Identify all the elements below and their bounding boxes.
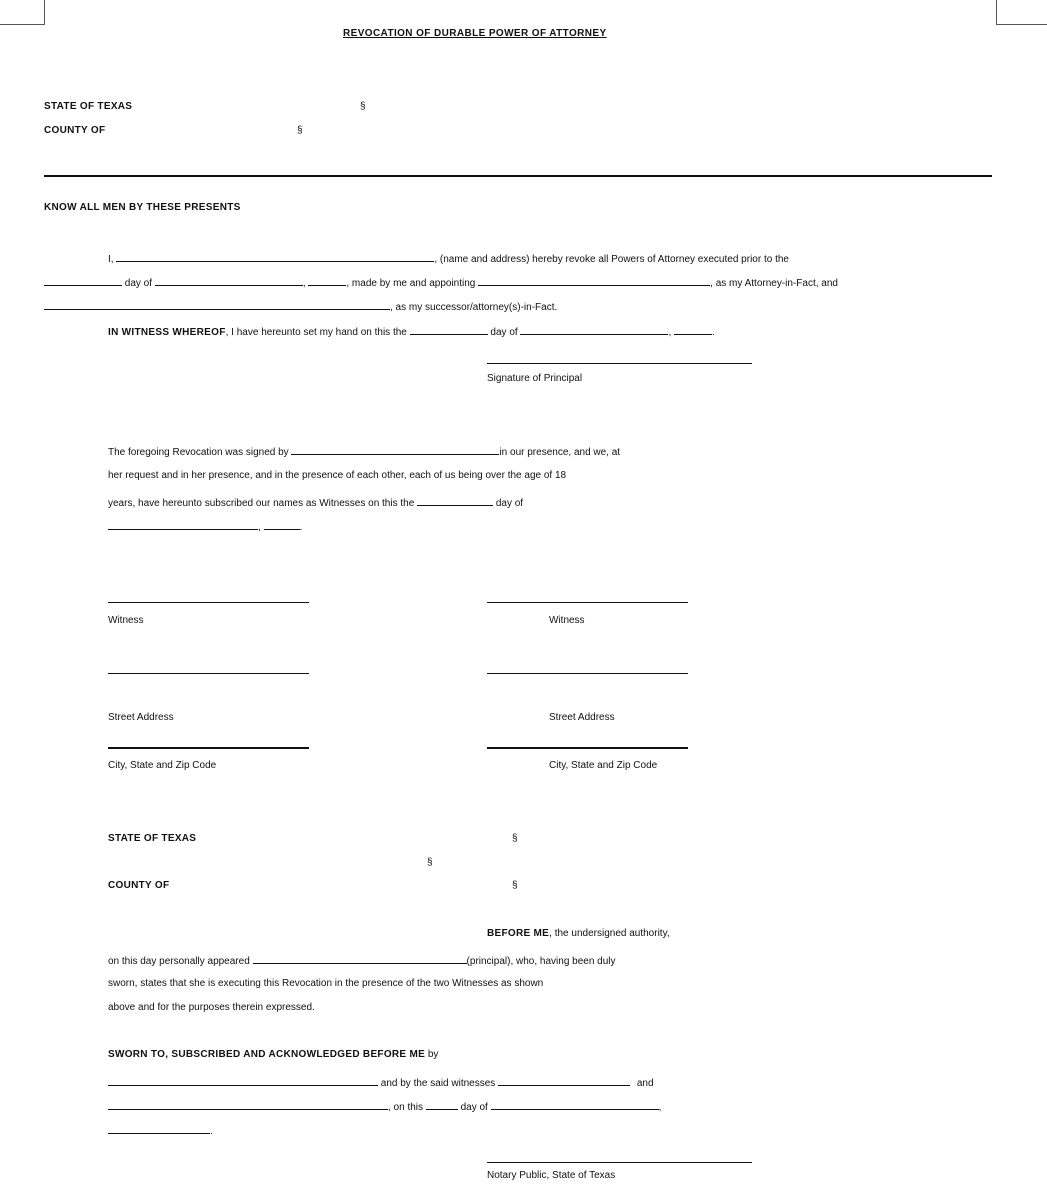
day-of-text: day of [495, 498, 524, 509]
principal-appeared-field[interactable] [253, 954, 467, 964]
venue-state: STATE OF TEXAS [44, 101, 133, 112]
comma: , [658, 1102, 662, 1113]
signing-year-field[interactable] [674, 325, 712, 335]
sworn-principal-field[interactable] [108, 1076, 378, 1086]
sworn-year-field[interactable] [108, 1124, 210, 1134]
revocation-paragraph-line-2 [44, 276, 838, 289]
attorney-in-fact-field[interactable] [478, 276, 710, 286]
before-me-line [487, 928, 670, 939]
notary-paragraph-line-2: sworn, states that she is executing this Revocation in the presence of the two Witnesses as shown [108, 978, 544, 989]
successor-text: , as my successor/attorney(s)-in-Fact. [390, 302, 558, 313]
sworn-witness-1-field[interactable] [498, 1076, 630, 1086]
notary-venue-state: STATE OF TEXAS [108, 833, 197, 844]
before-me-lead: BEFORE ME [487, 928, 550, 939]
witness-whereof-line [108, 325, 715, 338]
comma: , [302, 278, 306, 289]
notary-venue-state-mark: § [512, 833, 518, 844]
revocation-text-1: , (name and address) hereby revoke all Powers of Attorney executed prior to the [434, 254, 789, 265]
sworn-heading: SWORN TO, SUBSCRIBED AND ACKNOWLEDGED BEFORE ME [108, 1049, 426, 1060]
day-of-text: day of [460, 1102, 488, 1113]
notary-venue-county-mark: § [512, 880, 518, 891]
page-corner-top-right [996, 0, 1047, 25]
witness-1-city-label: City, State and Zip Code [108, 760, 217, 771]
signing-month-field[interactable] [520, 325, 668, 335]
attorney-in-fact-text: , as my Attorney-in-Fact, and [710, 278, 838, 289]
witness-2-street-label: Street Address [549, 712, 615, 723]
prior-day-field[interactable] [44, 276, 122, 286]
prior-year-field[interactable] [308, 276, 346, 286]
venue-county: COUNTY OF [44, 125, 106, 136]
venue-county-section-mark: § [297, 125, 303, 136]
witness-1-street-label: Street Address [108, 712, 174, 723]
page-corner-top-left [0, 0, 45, 25]
signed-by-name-field[interactable] [291, 445, 499, 455]
principal-sworn-text: (principal), who, having been duly [466, 956, 616, 967]
day-of-text: day of [490, 327, 518, 338]
period: . [712, 327, 715, 338]
witness-paragraph-line-1 [108, 445, 620, 458]
sworn-line-3 [108, 1124, 213, 1137]
sworn-witness-2-field[interactable] [108, 1100, 388, 1110]
notary-public-label: Notary Public, State of Texas [487, 1170, 616, 1181]
made-by-text: , made by me and appointing [346, 278, 476, 289]
pronoun-i: I, [108, 254, 114, 265]
witness-1-signature-line[interactable] [108, 602, 309, 603]
notary-venue-middle-mark: § [427, 857, 433, 868]
revocation-paragraph-line-3 [44, 300, 557, 313]
signing-day-field[interactable] [410, 325, 488, 335]
witness-2-city-label: City, State and Zip Code [549, 760, 658, 771]
witness-year-field[interactable] [264, 520, 300, 530]
sworn-month-field[interactable] [491, 1100, 659, 1110]
principal-name-address-field[interactable] [116, 252, 434, 262]
period: . [210, 1126, 213, 1137]
and-text: and [636, 1078, 654, 1089]
sworn-line-2 [108, 1100, 661, 1113]
day-of-text: day of [124, 278, 153, 289]
signed-by-text: The foregoing Revocation was signed by [108, 447, 289, 458]
successor-attorney-field[interactable] [44, 300, 390, 310]
sworn-heading-line [108, 1049, 438, 1060]
period: . [299, 522, 303, 533]
know-all-men-heading: KNOW ALL MEN BY THESE PRESENTS [44, 202, 241, 213]
signature-principal-label: Signature of Principal [487, 373, 583, 384]
witness-1-label: Witness [108, 615, 144, 626]
witness-2-signature-line[interactable] [487, 602, 688, 603]
sworn-line-1 [108, 1076, 654, 1089]
comma: , [258, 522, 261, 533]
personally-appeared-text: on this day personally appeared [108, 956, 250, 967]
document-title: REVOCATION OF DURABLE POWER OF ATTORNEY [343, 28, 607, 39]
notary-venue-county: COUNTY OF [108, 880, 170, 891]
revocation-paragraph-line-1 [108, 252, 789, 265]
in-our-presence-text: in our presence, and we, at [499, 447, 621, 458]
comma: , [668, 327, 672, 338]
before-me-text: , the undersigned authority, [549, 928, 670, 939]
witness-paragraph-line-3 [108, 496, 523, 509]
witness-whereof-text: , I have hereunto set my hand on this the [225, 327, 407, 338]
principal-signature-line[interactable] [487, 363, 752, 364]
witness-1-street-line[interactable] [108, 673, 309, 674]
witness-month-field[interactable] [108, 520, 258, 530]
said-witnesses-text: and by the said witnesses [380, 1078, 496, 1089]
notary-paragraph-line-1 [108, 954, 616, 967]
witness-paragraph-line-2: her request and in her presence, and in the presence of each other, each of us being over the age of 18 [108, 470, 567, 481]
sworn-day-field[interactable] [426, 1100, 458, 1110]
by-text: by [427, 1049, 439, 1060]
witness-1-city-line[interactable] [108, 747, 309, 749]
witness-2-label: Witness [549, 615, 585, 626]
prior-month-field[interactable] [155, 276, 303, 286]
witness-paragraph-line-4 [108, 520, 302, 533]
witness-whereof-lead: IN WITNESS WHEREOF [108, 327, 226, 338]
notary-paragraph-line-3: above and for the purposes therein expressed. [108, 1002, 315, 1013]
venue-state-section-mark: § [360, 101, 366, 112]
subscribed-text: years, have hereunto subscribed our names as Witnesses on this the [108, 498, 415, 509]
witness-2-street-line[interactable] [487, 673, 688, 674]
notary-signature-line[interactable] [487, 1162, 752, 1163]
on-this-text: , on this [388, 1102, 424, 1113]
section-divider [44, 175, 992, 177]
witness-day-field[interactable] [417, 496, 493, 506]
witness-2-city-line[interactable] [487, 747, 688, 749]
